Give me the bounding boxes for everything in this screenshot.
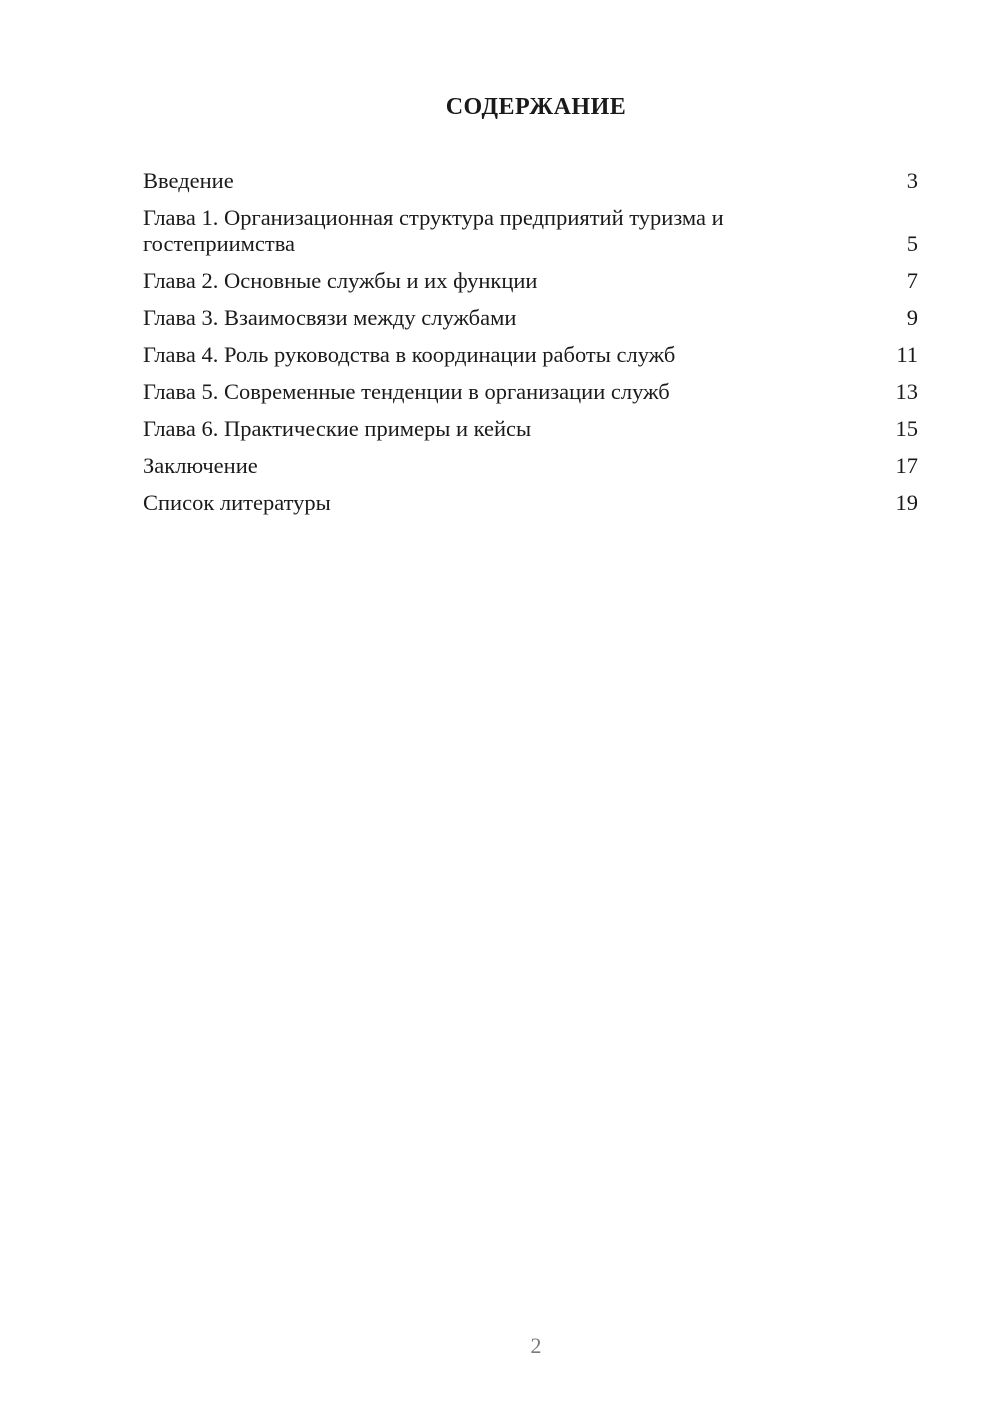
toc-entry-page: 5 [906,231,918,256]
toc-entry-chapter-6 [143,416,918,442]
toc-entry-chapter-3 [143,305,918,331]
toc-entry-text: Введение [143,168,234,193]
toc-entry-page: 3 [906,168,918,193]
toc-entry-page: 13 [895,379,918,404]
toc-entry-text: Глава 6. Практические примеры и кейсы [143,416,532,441]
toc-entry-introduction [143,168,918,194]
toc-entry-page: 17 [895,453,918,478]
toc-entry-text: Глава 4. Роль руководства в координации работы служб [143,342,676,367]
toc-title: СОДЕРЖАНИЕ [445,94,627,120]
toc-entry-text: Глава 5. Современные тенденции в организации служб [143,379,670,404]
toc-entry-text: Глава 3. Взаимосвязи между службами [143,305,517,330]
toc-entry-chapter-1 [143,205,918,257]
table-of-contents [143,168,918,527]
toc-entry-chapter-2 [143,268,918,294]
toc-entry-conclusion [143,453,918,479]
toc-entry-references [143,490,918,516]
toc-entry-chapter-4 [143,342,918,368]
toc-entry-page: 19 [895,490,918,515]
toc-entry-text: Список литературы [143,490,331,515]
toc-entry-page: 9 [906,305,918,330]
page-number: 2 [530,1333,542,1358]
toc-entry-text: Глава 1. Организационная структура предприятий туризма и гостеприимства [143,205,724,256]
toc-entry-page: 11 [896,342,918,367]
toc-entry-chapter-5 [143,379,918,405]
toc-entry-text: Глава 2. Основные службы и их функции [143,268,538,293]
toc-entry-page: 7 [906,268,918,293]
toc-entry-text: Заключение [143,453,258,478]
toc-entry-page: 15 [895,416,918,441]
